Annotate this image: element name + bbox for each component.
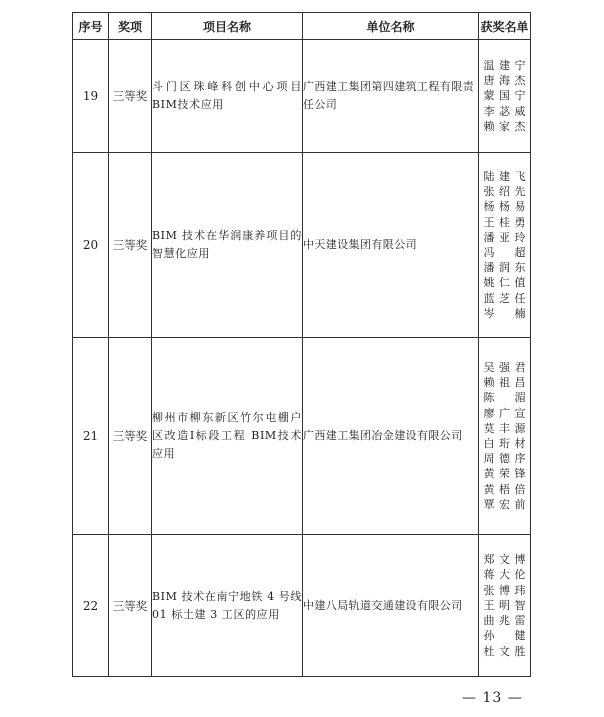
project-name-cell: BIM 技术在南宁地铁 4 号线 01 标土建 3 工区的应用 <box>152 535 303 677</box>
winner-name: 陆建飞 <box>483 169 526 183</box>
winners-list <box>484 552 526 658</box>
winner-name: 廖广宣 <box>483 406 526 420</box>
table-row <box>73 153 531 338</box>
winner-name: 莫丰源 <box>483 421 526 435</box>
project-name-cell: 斗门区珠峰科创中心项目BIM技术应用 <box>152 40 303 153</box>
award-level-cell: 三等奖 <box>109 40 152 153</box>
winners-list <box>484 58 526 134</box>
table-row <box>73 338 531 535</box>
winner-name: 蒋大伦 <box>483 568 526 582</box>
winner-name: 郑文博 <box>483 553 526 567</box>
awards-table <box>72 12 531 677</box>
project-name-cell: BIM 技术在华润康养项目的智慧化应用 <box>152 153 303 338</box>
winners-list <box>484 169 526 321</box>
header-award-level: 奖项 <box>109 13 152 40</box>
unit-name-cell: 广西建工集团第四建筑工程有限责任公司 <box>303 40 479 153</box>
winner-name: 唐海杰 <box>483 74 526 88</box>
table-row <box>73 535 531 677</box>
winner-name: 赖家杰 <box>483 119 526 133</box>
serial-number-cell: 22 <box>73 535 109 677</box>
serial-number-cell: 20 <box>73 153 109 338</box>
header-unit-name: 单位名称 <box>303 13 479 40</box>
winners-list <box>484 360 526 512</box>
winners-cell <box>479 338 531 535</box>
winner-name: 曲兆雷 <box>483 614 526 628</box>
winner-name: 杨杨易 <box>483 200 526 214</box>
table-header-row <box>73 13 531 40</box>
unit-name-cell: 广西建工集团冶金建设有限公司 <box>303 338 479 535</box>
award-level-cell: 三等奖 <box>109 338 152 535</box>
award-level-cell: 三等奖 <box>109 153 152 338</box>
winner-name: 王桂勇 <box>483 215 526 229</box>
winner-name: 蓝芝任 <box>483 291 526 305</box>
project-name-cell: 柳州市柳东新区竹尔屯棚户区改造Ⅰ标段工程 BIM技术应用 <box>152 338 303 535</box>
table-row <box>73 40 531 153</box>
header-winners-list: 获奖名单 <box>479 13 531 40</box>
winner-name: 冯 超 <box>483 246 526 259</box>
winners-cell <box>479 535 531 677</box>
serial-number-cell: 19 <box>73 40 109 153</box>
winner-name: 周德序 <box>483 452 526 466</box>
winner-name: 温建宁 <box>483 58 526 72</box>
winner-name: 陈 湄 <box>483 391 526 405</box>
header-serial-number: 序号 <box>73 13 109 40</box>
winner-name: 蒙国宁 <box>483 89 526 103</box>
winner-name: 潘润东 <box>483 261 526 275</box>
winner-name: 黄梧倍 <box>483 482 526 496</box>
header-project-name: 项目名称 <box>152 13 303 40</box>
award-level-cell: 三等奖 <box>109 535 152 677</box>
winner-name: 吴强君 <box>483 360 526 374</box>
winner-name: 孙 健 <box>483 629 526 643</box>
serial-number-cell: 21 <box>73 338 109 535</box>
winner-name: 黄荣锋 <box>483 467 526 481</box>
winner-name: 白珩材 <box>483 437 526 450</box>
winner-name: 覃宏前 <box>483 497 526 511</box>
unit-name-cell: 中建八局轨道交通建设有限公司 <box>303 535 479 677</box>
winner-name: 李苾威 <box>483 104 526 118</box>
winner-name: 张博玮 <box>483 583 526 597</box>
winners-cell <box>479 153 531 338</box>
winner-name: 潘亚玲 <box>483 230 526 244</box>
winner-name: 岑 楠 <box>483 306 526 320</box>
unit-name-cell: 中天建设集团有限公司 <box>303 153 479 338</box>
page-number: — 13 — <box>462 690 523 706</box>
winners-cell <box>479 40 531 153</box>
winner-name: 姚仁值 <box>483 276 526 290</box>
winner-name: 赖祖昌 <box>483 376 526 390</box>
winner-name: 杜文胜 <box>483 644 526 658</box>
winner-name: 张绍先 <box>483 185 526 199</box>
winner-name: 王明智 <box>483 598 526 612</box>
